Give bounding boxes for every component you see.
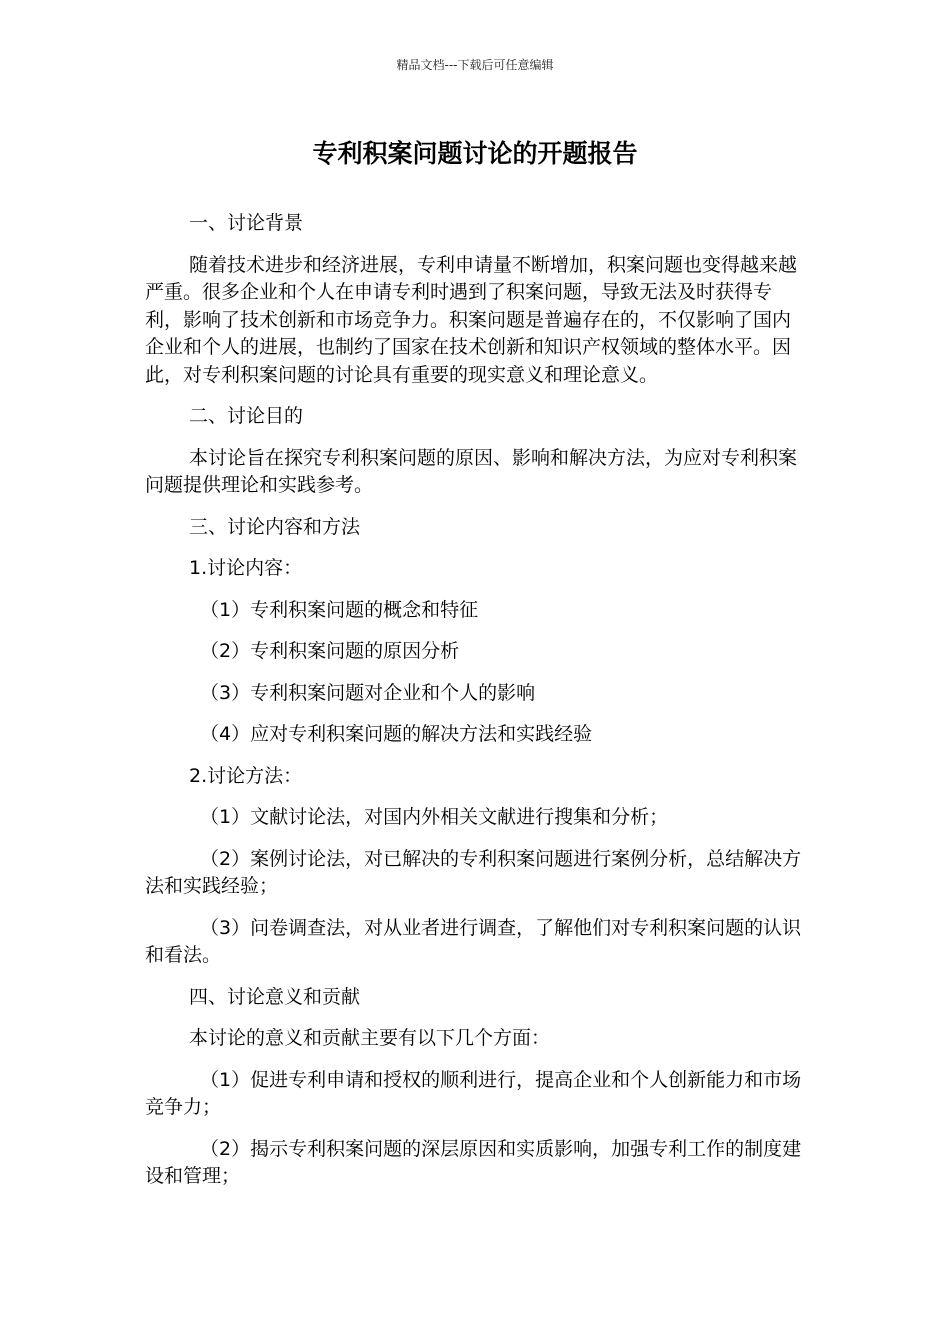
list-item: （2）揭示专利积案问题的深层原因和实质影响，加强专利工作的制度建设和管理；	[145, 1137, 802, 1187]
document-body	[145, 210, 807, 1205]
section-heading-background: 一、讨论背景	[189, 212, 304, 234]
list-item: （2）专利积案问题的原因分析	[200, 640, 460, 662]
list-item: （1）文献讨论法，对国内外相关文献进行搜集和分析；	[200, 806, 669, 828]
list-item: （3）问卷调查法，对从业者进行调查，了解他们对专利积案问题的认识和看法。	[145, 916, 802, 966]
list-item: （1）专利积案问题的概念和特征	[200, 598, 479, 621]
list-item: （1）促进专利申请和授权的顺利进行，提高企业和个人创新能力和市场竞争力；	[145, 1068, 802, 1118]
list-item: （3）专利积案问题对企业和个人的影响	[200, 681, 536, 704]
subheading-methods: 2.讨论方法：	[189, 764, 303, 787]
section-heading-significance: 四、讨论意义和贡献	[189, 985, 361, 1008]
list-item: （2）案例讨论法，对已解决的专利积案问题进行案例分析，总结解决方法和实践经验；	[145, 847, 802, 897]
header-note: 精品文档---下载后可任意编辑	[396, 58, 554, 72]
paragraph-purpose: 本讨论旨在探究专利积案问题的原因、影响和解决方法，为应对专利积案问题提供理论和实践参考。	[145, 446, 798, 496]
section-heading-content-methods: 三、讨论内容和方法	[189, 515, 361, 538]
section-heading-purpose: 二、讨论目的	[189, 405, 304, 427]
paragraph-significance-intro: 本讨论的意义和贡献主要有以下几个方面：	[189, 1027, 551, 1049]
subheading-content: 1.讨论内容：	[189, 557, 303, 579]
document-title: 专利积案问题讨论的开题报告	[312, 139, 638, 168]
paragraph-background: 随着技术进步和经济进展，专利申请量不断增加，积案问题也变得越来越严重。很多企业和个人在申请专利时遇到了积案问题，导致无法及时获得专利，影响了技术创新和市场竞争力。积案问题是普遍存在的，不仅影响了国内企业和个人的进展，也制约了国家在技术创新和知识产权领域的整体水平。因此，对专利积案问题的讨论具有重要的现实意义和理论意义。	[145, 253, 798, 386]
list-item: （4）应对专利积案问题的解决方法和实践经验	[200, 723, 593, 745]
